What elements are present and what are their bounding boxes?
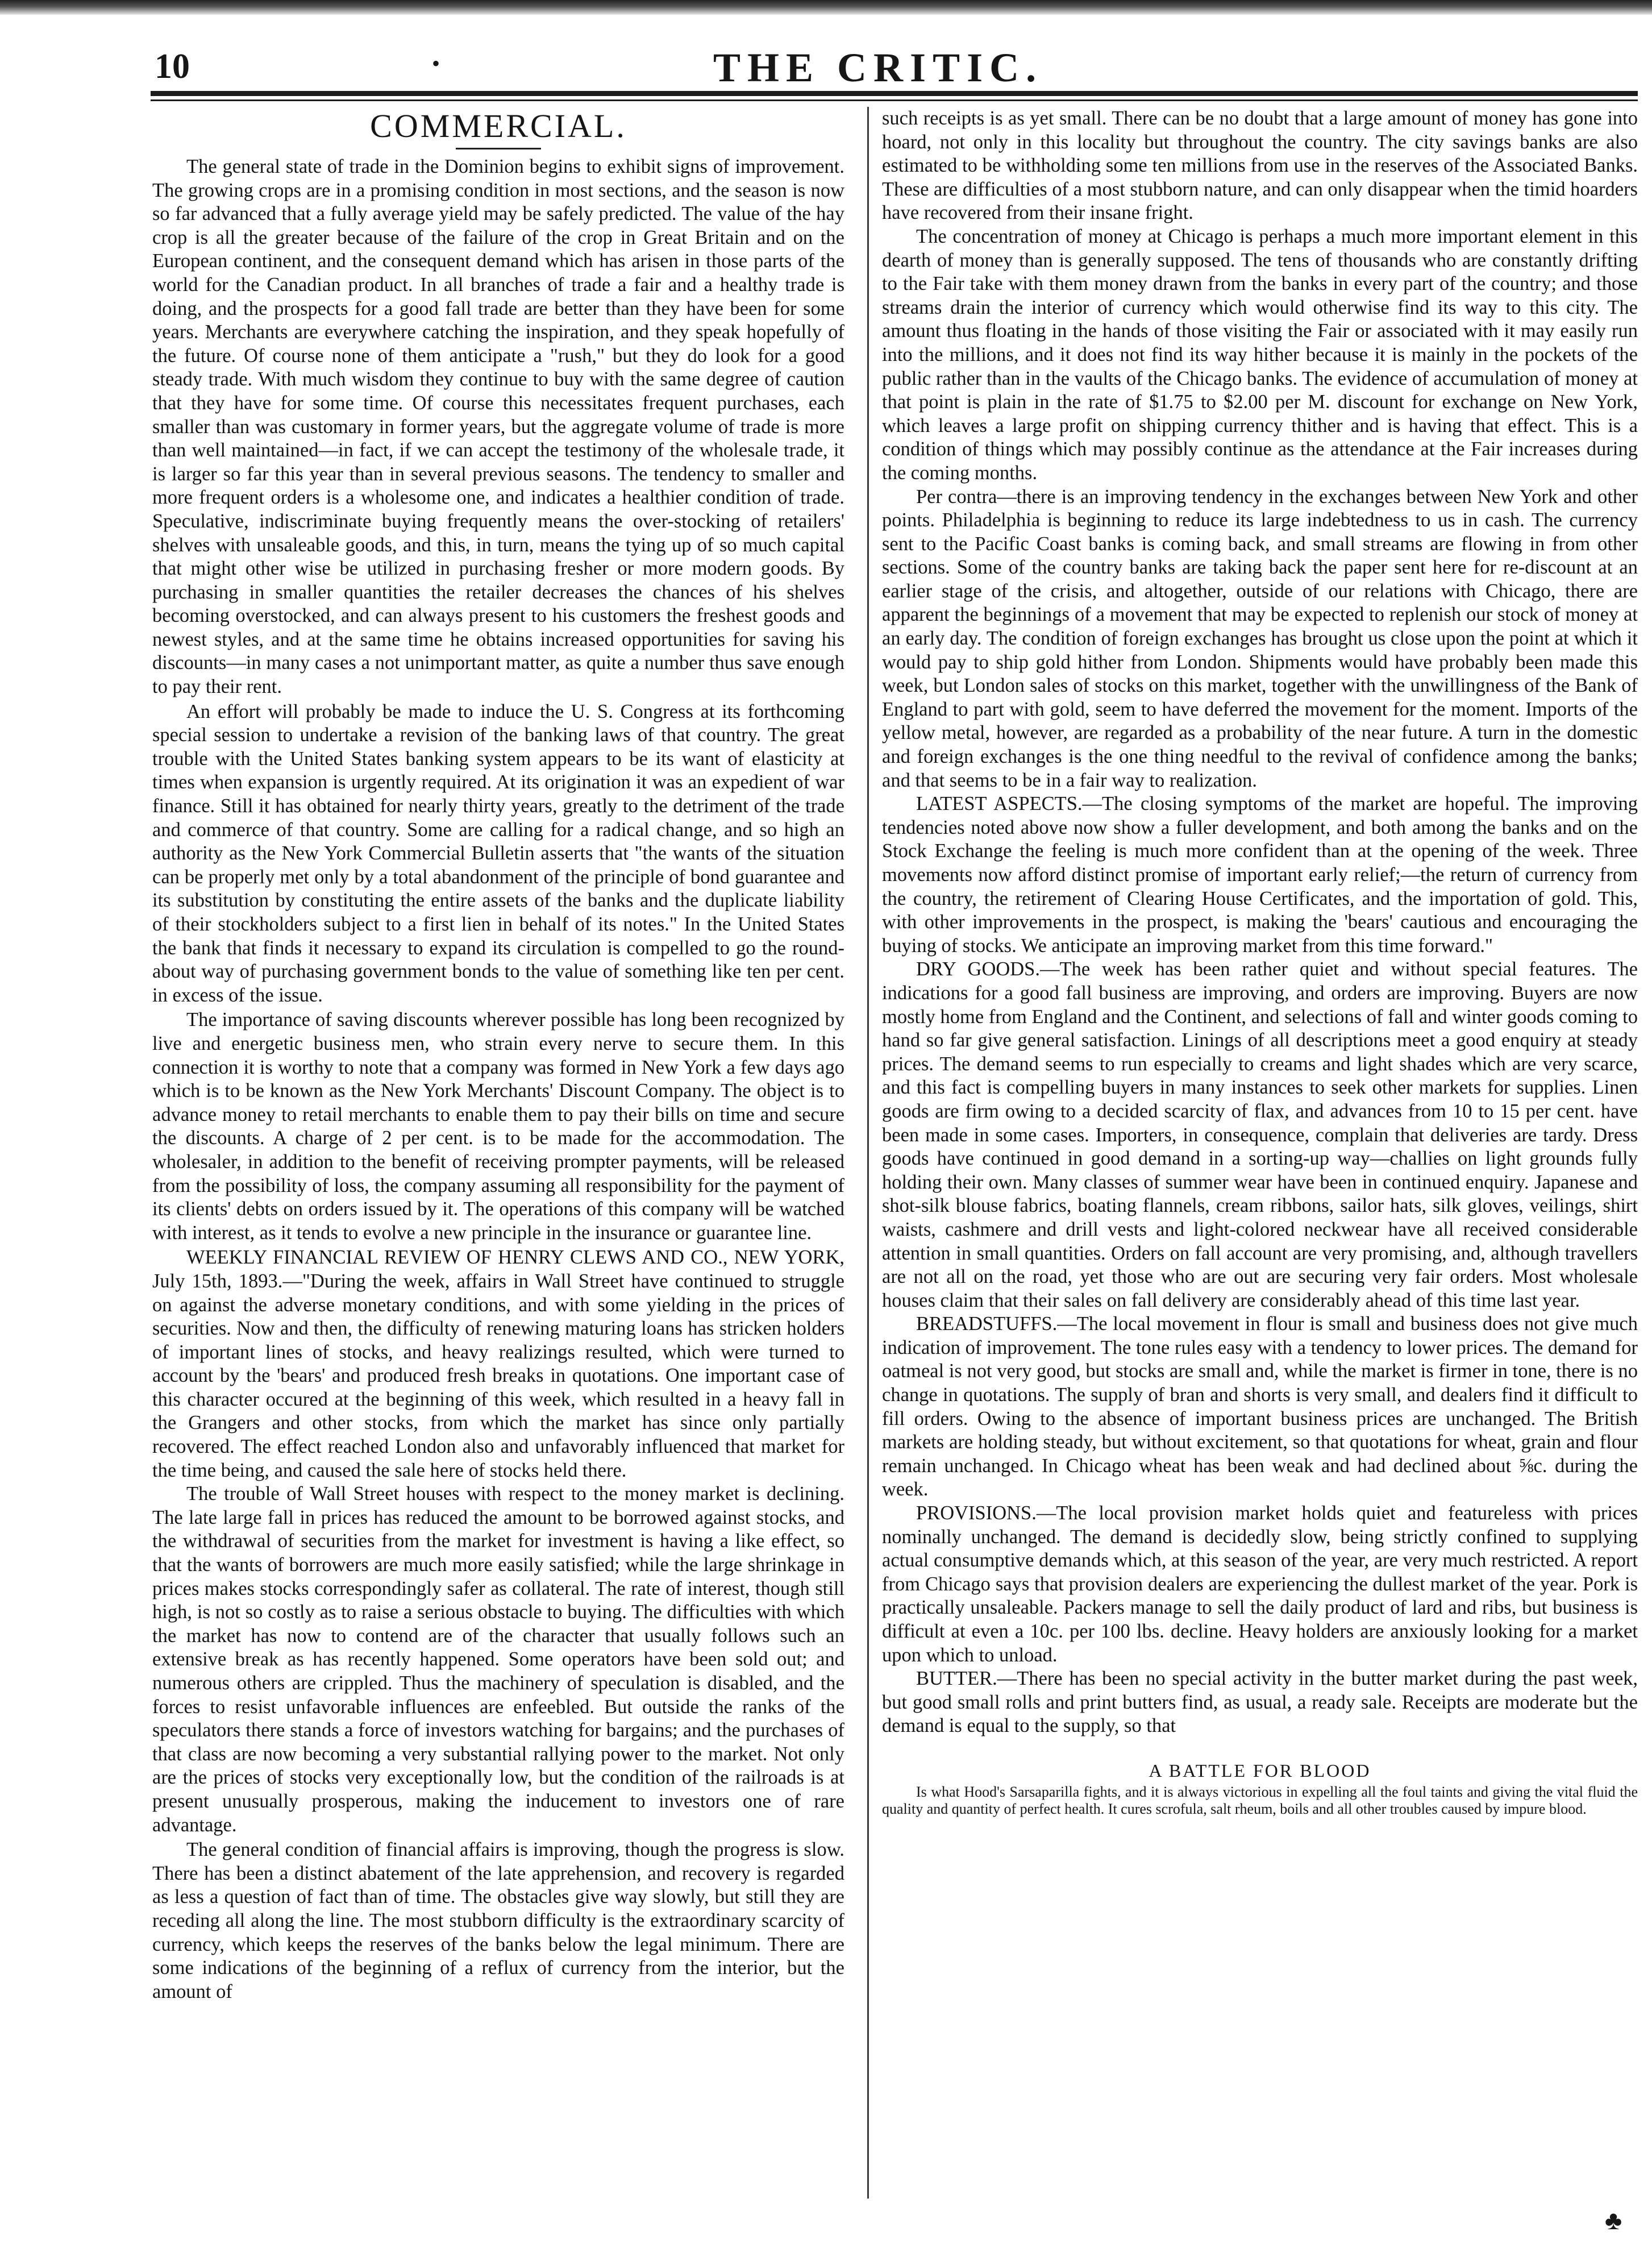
scan-edge <box>0 0 1652 15</box>
paragraph-discounts: The importance of saving discounts wherever possible has long been recognized by live and energetic business men, who strain every nerve to secure them. In this connection it is worthy to note that a company was formed in New York a few days ago which is to be known as the New York Merchants' Discount Company. The object is to advance money to retail merchants to enable them to pay their bills on time and secure the discounts. A charge of 2 per cent. is to be made for the accommodation. The wholesaler, in addition to the benefit of receiving prompter payments, will be released from the possibility of loss, the company assuming all responsibility for the payment of its clients' debts on orders issued by it. The operations of this company will be watched with interest, as it tends to evolve a new principle in the insurance or guarantee line. <box>152 1009 844 1244</box>
advert-text: Is what Hood's Sarsaparilla fights, and it is always victorious in expelling all the foul taints and giving the vital fluid the quality and quantity of perfect health. It cures scrofula, salt rheum, boils and all other troubles caused by impure blood. <box>882 1783 1638 1817</box>
paragraph-banking-laws: An effort will probably be made to induce the U. S. Congress at its forthcoming special session to undertake a revision of the banking laws of that country. The great trouble with the United States banking system appears to be its want of elasticity at times when expansion is urgently required. At its origination it was an expedient of war finance. Still it has obtained for nearly thirty years, greatly to the detriment of the trade and commerce of that country. Some are calling for a radical change, and so high an authority as the New York Commercial Bulletin asserts that "the wants of the situation can be properly met only by a total abandonment of the principle of bond guarantee and its substitution by constituting the entire assets of the banks and the duplicate liability of their stockholders subject to a first lien in behalf of its notes." In the United States the bank that finds it necessary to expand its circulation is compelled to go the round-about way of purchasing government bonds to the value of something like ten per cent. in excess of the issue. <box>152 700 844 1006</box>
advert-title: A BATTLE FOR BLOOD <box>1149 1760 1371 1781</box>
paragraph-latest-aspects: LATEST ASPECTS.—The closing symptoms of the market are hopeful. The improving tendencies noted above now show a fuller development, and both among the banks and on the Stock Exchange the feeling is much more confident than at the opening of the week. Three movements now afford distinct promise of important early relief;—the return of currency from the country, the retirement of Clearing House Certificates, and the importation of gold. This, with other improvements in the prospect, is making the 'bears' cautious and encouraging the buying of stocks. We anticipate an improving market from this time forward." <box>882 793 1638 957</box>
paragraph-per-contra: Per contra—there is an improving tendency in the exchanges between New York and other points. Philadelphia is beginning to reduce its large indebtedness to us in cash. The currency sent to the Pacific Coast banks is coming back, and small streams are flowing in from other sections. Some of the country banks are taking back the paper sent here for re-discount at an earlier stage of the crisis, and altogether, outside of our relations with Chicago, there are apparent the beginnings of a movement that may be expected to replenish our stock of money at an early day. The condition of foreign exchanges has brought us close upon the point at which it would pay to ship gold hither from London. Shipments would have probably been made this week, but London sales of stocks on this market, together with the unwillingness of the Bank of England to part with gold, seem to have deferred the movement for the moment. Imports of the yellow metal, however, are regarded as a probability of the near future. A turn in the domestic and foreign exchanges is the one thing needful to the revival of confidence among the banks; and that seems to be in a fair way to realization. <box>882 485 1638 791</box>
paragraph-general-trade: The general state of trade in the Dominion begins to exhibit signs of improvement. The growing crops are in a promising condition in most sections, and the season is now so far advanced that a fully average yield may be safely predicted. The value of the hay crop is all the greater because of the failure of the crop in Great Britain and on the European continent, and the consequent demand which has arisen in those parts of the world for the Canadian product. In all branches of trade a fair and a healthy trade is doing, and the prospects for a good fall trade are better than they have been for some years. Merchants are everywhere catching the inspiration, and they speak hopefully of the future. Of course none of them anticipate a "rush," but they do look for a good steady trade. With much wisdom they continue to buy with the same degree of caution that they have for some time. Of course this necessitates frequent purchases, each smaller than was customary in former years, but the aggregate volume of trade is more than well maintained—in fact, if we can accept the testimony of the wholesale trade, it is larger so far this year than in several previous seasons. The tendency to smaller and more frequent orders is a wholesome one, and indicates a healthier condition of trade. Speculative, indiscriminate buying frequently means the over-stocking of retailers' shelves with unsaleable goods, and this, in turn, means the tying up of so much capital that might other wise be utilized in purchasing fresher or more modern goods. By purchasing in smaller quantities the retailer decreases the chances of his shelves becoming overstocked, and can always present to his customers the freshest goods and newest styles, and at the same time he obtains increased opportunities for saving his discounts—in many cases a not unimportant matter, as quite a number thus save enough to pay their rent. <box>152 156 844 698</box>
column-divider <box>867 107 869 2199</box>
paragraph-financial-affairs: The general condition of financial affairs is improving, though the progress is slow. There has been a distinct abatement of the late apprehension, and recovery is regarded as less a question of fact than of time. The obstacles give way slowly, but still they are receding all along the line. The most stubborn difficulty is the extraordinary scarcity of currency, which keeps the reserves of the banks below the legal minimum. There are some indications of the beginning of a reflux of currency from the interior, but the amount of <box>152 1839 844 2002</box>
masthead-title: THE CRITIC. <box>713 45 1043 90</box>
paragraph-receipts: such receipts is as yet small. There can be no doubt that a large amount of money has gone into hoard, not only in this locality but throughout the country. The city savings banks are also estimated to be withholding some ten millions from use in the reserves of the Associated Banks. These are difficulties of a most stubborn nature, and can only disappear when the timid hoarders have recovered from their insane fright. <box>882 107 1638 224</box>
paragraph-breadstuffs: BREADSTUFFS.—The local movement in flour is small and business does not give much indication of improvement. The tone rules easy with a tendency to lower prices. The demand for oatmeal is not very good, but stocks are small and, while the market is firmer in tone, there is no change in quotations. The supply of bran and shorts is very small, and dealers find it difficult to fill orders. Owing to the absence of important business prices are unchanged. The British markets are holding steady, but without excitement, so that quotations for wheat, grain and flour remain unchanged. In Chicago wheat has been weak and had declined about ⅝c. during the week. <box>882 1313 1638 1501</box>
right-column <box>882 107 1638 2204</box>
paragraph-chicago: The concentration of money at Chicago is perhaps a much more important element in this dearth of money than is generally supposed. The tens of thousands who are constantly drifting to the Fair take with them money drawn from the banks in every part of the country; and those streams drain the interior of currency which would otherwise find its way to this city. The amount thus floating in the hands of those visiting the Fair or associated with it may easily run into the millions, and it does not find its way hither because it is mainly in the pockets of the public rather than in the vaults of the Chicago banks. The evidence of accumulation of money at that point is plain in the rate of $1.75 to $2.00 per M. discount for exchange on New York, which leaves a large profit on shipping currency thither and is having that effect. This is a condition of things which may possibly continue as the attendance at the Fair increases during the coming months. <box>882 225 1638 484</box>
paragraph-butter: BUTTER.—There has been no special activity in the butter market during the past week, but good small rolls and print butters find, as usual, a ready sale. Receipts are moderate but the demand is equal to the supply, so that <box>882 1668 1638 1737</box>
printer-mark-icon: ♣ <box>1605 2206 1622 2235</box>
title-underline <box>456 148 541 149</box>
left-column <box>152 107 844 2204</box>
paragraph-wall-street: The trouble of Wall Street houses with respect to the money market is declining. The late large fall in prices has reduced the amount to be borrowed against stocks, and the withdrawal of securities from the market for investment is having a like effect, so that the wants of borrowers are much more easily satisfied; while the large shrinkage in prices makes stocks correspondingly safer as collateral. The rate of interest, though still high, is not so costly as to raise a serious obstacle to buying. The difficulties with which the market has now to contend are of the character that usually follows such an extensive break as has recently happened. Some operators have been sold out; and numerous others are crippled. Thus the machinery of speculation is disabled, and the forces to resist unfavorable influences are enfeebled. But outside the ranks of the speculators there stands a force of investors watching for bargains; and the purchases of that class are now becoming a very substantial rallying power to the market. Not only are the prices of stocks very exceptionally low, but the condition of the railroads is at present unusually prosperous, making the inducement to investors one of rare advantage. <box>152 1483 844 1836</box>
header-rule-thin <box>151 99 1638 101</box>
paragraph-clews-review: WEEKLY FINANCIAL REVIEW OF HENRY CLEWS AND CO., NEW YORK, July 15th, 1893.—"During the week, affairs in Wall Street have continued to struggle on against the adverse monetary conditions, and with some yielding in the prices of securities. Now and then, the difficulty of renewing maturing loans has stricken holders of important lines of stocks, and heavy realizings resulted, which were turned to account by the 'bears' and produced fresh breaks in quotations. One important case of this character occured at the beginning of this week, which resulted in a heavy fall in the Grangers and other stocks, from which the market has since only partially recovered. The effect reached London also and unfavorably influenced that market for the time being, and caused the sale here of stocks held there. <box>152 1246 844 1481</box>
paragraph-provisions: PROVISIONS.—The local provision market holds quiet and featureless with prices nominally unchanged. The demand is decidedly slow, being strictly confined to supplying actual consumptive demands which, at this season of the year, are very much restricted. A report from Chicago says that provision dealers are experiencing the dullest market of the year. Pork is practically unsaleable. Packers manage to sell the daily product of lard and ribs, but business is difficult at even a 10c. per 100 lbs. decline. Heavy holders are anxiously looking for a market upon which to unload. <box>882 1502 1638 1666</box>
section-title: COMMERCIAL. <box>370 107 627 144</box>
page-number: 10 <box>155 47 190 86</box>
header-rule-thick <box>151 91 1638 96</box>
paragraph-dry-goods: DRY GOODS.—The week has been rather quiet and without special features. The indications for a good fall business are improving, and orders are improving. Buyers are now mostly home from England and the Continent, and selections of fall and winter goods coming to hand so far give general satisfaction. Linings of all descriptions meet a good enquiry at steady prices. The demand seems to run especially to creams and light shades which are very scarce, and this fact is compelling buyers in many instances to seek other markets for supplies. Linen goods are firm owing to a decided scarcity of flax, and advances from 10 to 15 per cent. have been made in some cases. Importers, in consequence, complain that deliveries are tardy. Dress goods have continued in good demand in a sorting-up way—challies on light grounds fully holding their own. Many classes of summer wear have been in continued enquiry. Japanese and shot-silk blouse fabrics, boating flannels, cream ribbons, sailor hats, silk gloves, veilings, shirt waists, cashmere and drill vests and light-colored neckwear have all received considerable attention in small quantities. Orders on fall account are very promising, and, although travellers are not all on the road, yet those who are out are securing very fair orders. Most wholesale houses claim that their sales on fall delivery are considerably ahead of this time last year. <box>882 958 1638 1311</box>
header-bullet: • <box>432 51 440 76</box>
